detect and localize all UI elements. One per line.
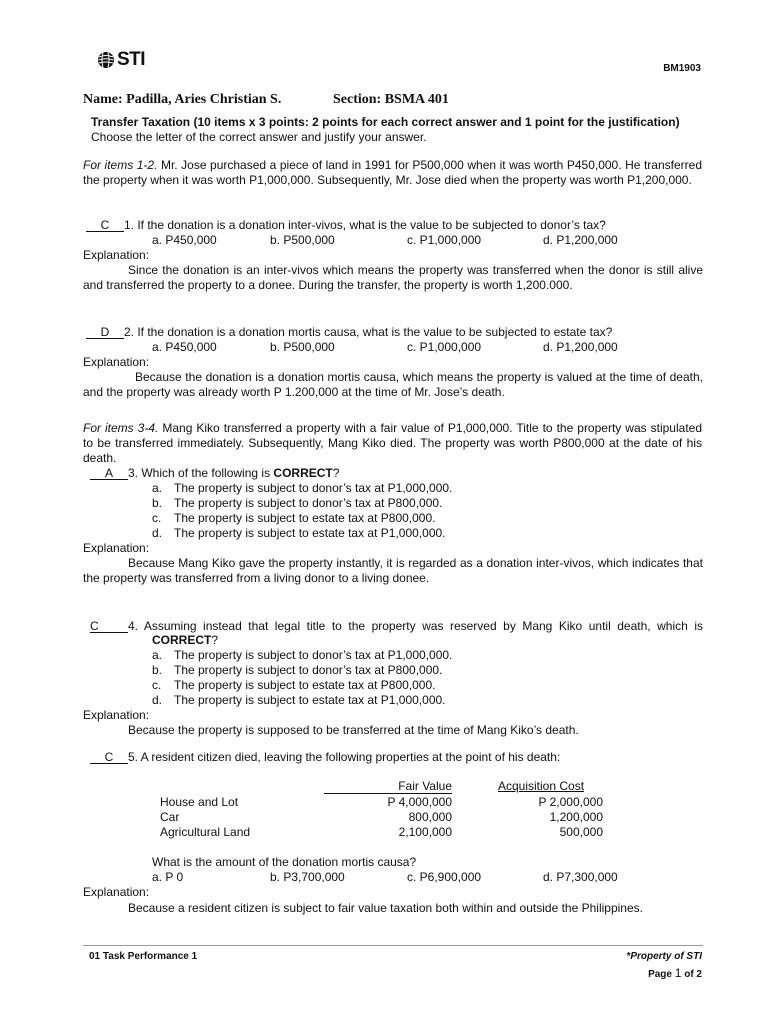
question-5-prompt: What is the amount of the donation mortis causa? — [152, 855, 417, 869]
globe-icon — [97, 51, 115, 69]
column-header-fair-value: Fair Value — [324, 779, 452, 794]
case-1-lead: For items 1-2. — [83, 158, 158, 172]
question-4-emphasis: CORRECT — [152, 633, 212, 647]
explanation-label: Explanation: — [83, 708, 150, 722]
explanation-label: Explanation: — [83, 541, 150, 555]
answer-3: A — [90, 467, 128, 480]
document-code: BM1903 — [663, 63, 701, 74]
choice-c: c. The property is subject to estate tax at P800,000. — [152, 511, 436, 525]
choice-a: a. The property is subject to donor’s tax at P1,000,000. — [152, 481, 453, 495]
choice-c: c. P6,900,000 — [407, 870, 482, 884]
table-row-label: Agricultural Land — [160, 825, 251, 839]
footer-divider — [83, 945, 703, 946]
choice-d: d. P7,300,000 — [543, 870, 618, 884]
choice-b: b. The property is subject to donor’s tax at P800,000. — [152, 663, 443, 677]
footer-task-label: 01 Task Performance 1 — [89, 951, 198, 962]
question-5 — [90, 750, 560, 765]
choice-a: a. The property is subject to donor’s tax at P1,000,000. — [152, 648, 453, 662]
question-1-text: 1. If the donation is a donation inter-vivos, what is the value to be subjected to donor’s tax? — [124, 218, 606, 232]
case-1-text: Mr. Jose purchased a piece of land in 1991 for P500,000 when it was worth P450,000. He transferred the property when it was worth P1,000,000. Subsequently, Mr. Jose died when the property was worth P1,200,000. — [83, 158, 702, 187]
table-row-label: Car — [160, 810, 180, 824]
question-3 — [90, 466, 339, 481]
case-2-lead: For items 3-4. — [83, 421, 159, 435]
explanation-2: Because the donation is a donation mortis causa, which means the property is valued at the time of death, and the property was already worth P 1.200,000 at the time of Mr. Jose’s death. — [83, 370, 703, 399]
choice-b: b. The property is subject to donor’s tax at P800,000. — [152, 496, 443, 510]
choice-d: d. P1,200,000 — [543, 233, 618, 247]
question-4-choices — [152, 648, 452, 708]
choice-a: a. P450,000 — [152, 233, 217, 247]
table-cell-fair-value: 2,100,000 — [398, 825, 452, 839]
answer-1: C — [86, 219, 124, 232]
table-cell-acquisition-cost: 1,200,000 — [549, 810, 603, 824]
explanation-4: Because the property is supposed to be transferred at the time of Mang Kiko’s death. — [128, 723, 579, 737]
choice-d: d. The property is subject to estate tax at P1,000,000. — [152, 693, 446, 707]
explanation-1: Since the donation is an inter-vivos which means the property was transferred when the donor is still alive and transferred the property to a donee. During the transfer, the property is worth 1,200.000. — [83, 263, 703, 292]
explanation-label: Explanation: — [83, 885, 150, 899]
explanation-label: Explanation: — [83, 248, 150, 262]
question-4 — [83, 619, 703, 634]
question-2-text: 2. If the donation is a donation mortis causa, what is the value to be subjected to estate tax? — [124, 325, 613, 339]
question-3-text-post: ? — [332, 466, 340, 480]
choice-c: c. P1,000,000 — [407, 340, 482, 354]
choice-b: b. P3,700,000 — [270, 870, 345, 884]
instructions-subtitle: Choose the letter of the correct answer and justify your answer. — [91, 130, 427, 144]
question-1 — [83, 218, 606, 233]
case-2-text: Mang Kiko transferred a property with a fair value of P1,000,000. Title to the property was stipulated to be transferred immediately. Subsequently, Mang Kiko died. The property was worth P800,000 at the date of his death. — [83, 421, 703, 465]
question-2 — [83, 325, 612, 340]
choice-b: b. P500,000 — [270, 233, 335, 247]
explanation-5: Because a resident citizen is subject to fair value taxation both within and outside the Philippines. — [128, 901, 643, 915]
student-section: Section: BSMA 401 — [333, 92, 449, 107]
question-3-text-pre: 3. Which of the following is — [128, 466, 274, 480]
sti-logo — [97, 49, 145, 71]
choice-d: d. P1,200,000 — [543, 340, 618, 354]
logo-text: STI — [117, 49, 146, 70]
footer-property-label: *Property of STI — [626, 951, 702, 962]
choice-b: b. P500,000 — [270, 340, 335, 354]
question-4-text: 4. Assuming instead that legal title to the property was reserved by Mang Kiko until death, which is — [128, 619, 703, 633]
column-header-acquisition-cost: Acquisition Cost — [498, 779, 585, 793]
question-3-choices — [152, 481, 452, 541]
table-row-label: House and Lot — [160, 795, 239, 809]
question-5-text: 5. A resident citizen died, leaving the following properties at the point of his death: — [128, 750, 561, 764]
table-cell-acquisition-cost: 500,000 — [559, 825, 603, 839]
table-cell-fair-value: P 4,000,000 — [387, 795, 452, 809]
table-cell-acquisition-cost: P 2,000,000 — [538, 795, 603, 809]
case-1-paragraph — [83, 158, 702, 188]
instructions-title: Transfer Taxation (10 items x 3 points: 2 points for each correct answer and 1 point for the justification) — [91, 115, 680, 129]
choice-a: a. P450,000 — [152, 340, 217, 354]
choice-d: d. The property is subject to estate tax at P1,000,000. — [152, 526, 446, 540]
answer-4: C — [90, 620, 128, 633]
question-4-continued — [152, 633, 218, 648]
question-3-emphasis: CORRECT — [273, 466, 333, 480]
student-name: Name: Padilla, Aries Christian S. — [83, 92, 282, 107]
table-cell-fair-value: 800,000 — [408, 810, 452, 824]
explanation-3: Because Mang Kiko gave the property instantly, it is regarded as a donation inter-vivos, which indicates that the property was transferred from a living donor to a living donee. — [83, 556, 703, 585]
choice-a: a. P 0 — [152, 870, 184, 884]
answer-2: D — [86, 326, 124, 339]
answer-5: C — [90, 751, 128, 764]
explanation-label: Explanation: — [83, 355, 150, 369]
page-number: Page 1 of 2 — [648, 966, 702, 980]
case-2-paragraph — [83, 421, 702, 466]
question-4-text-post: ? — [211, 633, 219, 647]
choice-c: c. The property is subject to estate tax at P800,000. — [152, 678, 436, 692]
choice-c: c. P1,000,000 — [407, 233, 482, 247]
